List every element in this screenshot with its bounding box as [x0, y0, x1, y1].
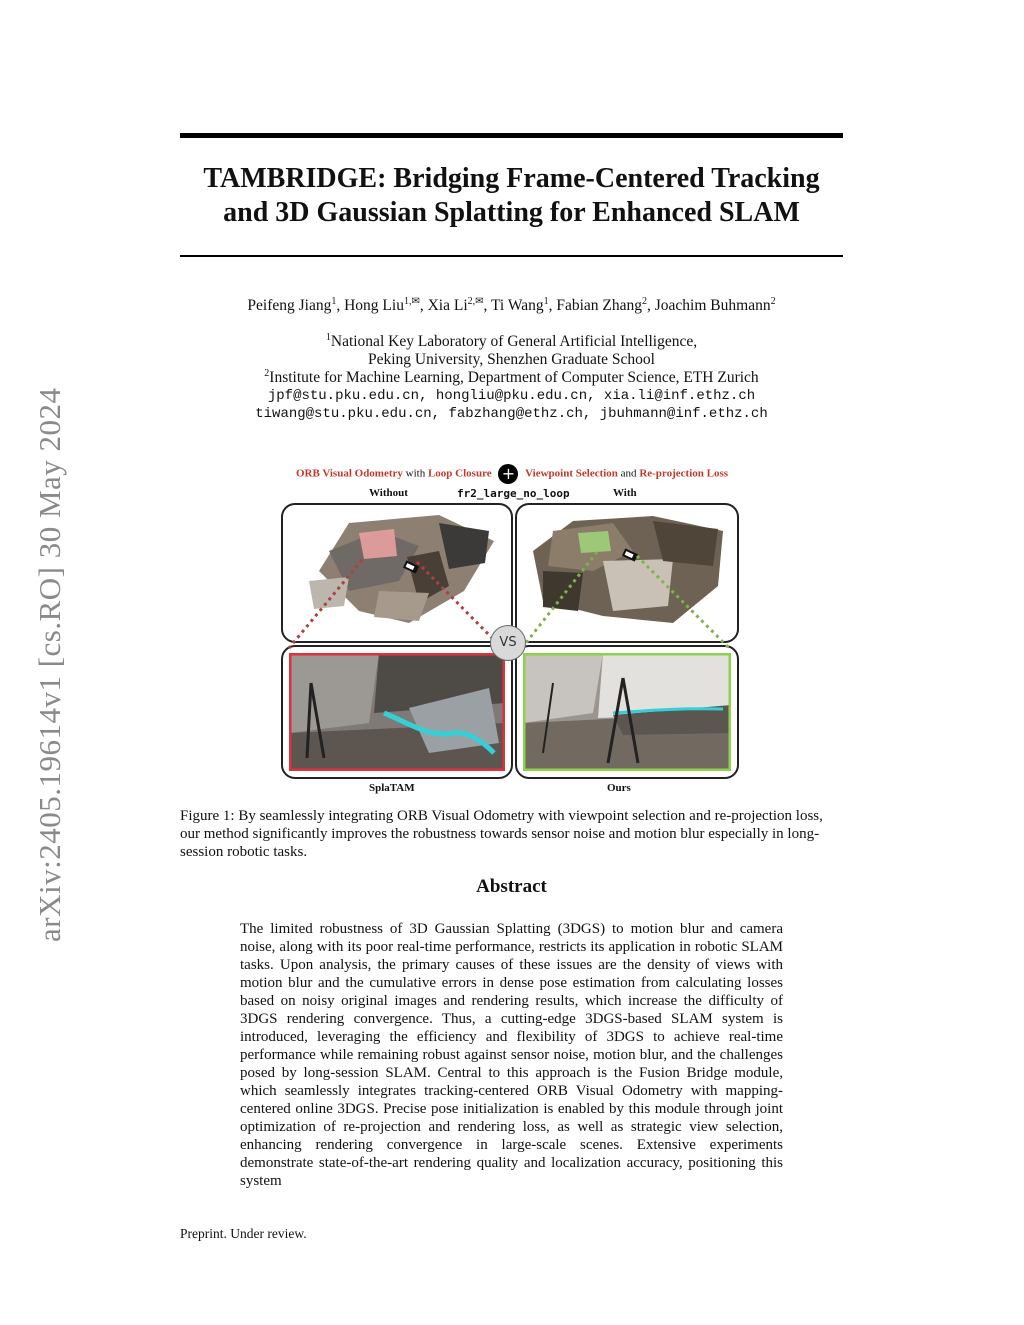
author-affiliation-mark: 1 — [543, 295, 549, 307]
paper-title — [180, 162, 843, 230]
affiliation-2: $^2$Institute for Machine Learning, Department of Computer Science, ETH Zurich — [264, 367, 759, 386]
preprint-note: Preprint. Under review. — [180, 1226, 307, 1241]
sequence-label: fr2_large_no_loop — [457, 487, 570, 500]
abstract-heading: Abstract — [476, 876, 547, 897]
figure-header: ORB Visual Odometry with Loop Closure + Viewpoint Selection and Re-projection Loss — [295, 464, 729, 483]
label-ours: Ours — [607, 782, 631, 794]
author-name: Joachim Buhmann — [654, 297, 771, 314]
author-name: Peifeng Jiang — [247, 297, 332, 314]
author-affiliation-mark: 2,✉ — [467, 295, 484, 307]
figure-1 — [277, 460, 747, 800]
author-list: Peifeng Jiang$^1$, Hong Liu$^{1,✉}$, Xia $Li^{2,✉}$, Ti Wang$^1$, Fabian Zhang$^2$, Joachim Buhmann$^2$ — [247, 295, 776, 314]
emails-line-2: tiwang@stu.pku.edu.cn, fabzhang@ethz.ch, jbuhmann@inf.ethz.ch — [255, 406, 768, 422]
title-line-1: TAMBRIDGE: Bridging Frame-Centered Tracking — [203, 163, 820, 194]
affiliations — [180, 333, 843, 423]
author-affiliation-mark: 1,✉ — [403, 295, 420, 307]
title-line-2: and 3D Gaussian Splatting for Enhanced SLAM — [223, 197, 800, 228]
label-with: With — [613, 487, 637, 499]
vs-badge: VS — [490, 625, 526, 661]
figure-caption: Figure 1: By seamlessly integrating ORB Visual Odometry with viewpoint selection and re-projection loss, our method significantly improves the robustness towards sensor noise and motion blur especially in long-session robotic tasks. — [180, 808, 823, 860]
author-affiliation-mark: 1 — [331, 295, 337, 307]
author-affiliation-mark: 2 — [770, 295, 776, 307]
title-top-rule — [180, 133, 843, 138]
abstract-body: The limited robustness of 3D Gaussian Splatting (3DGS) to motion blur and camera noise, along with its poor real-time performance, restricts its application in robotic SLAM tasks. Upon analysis, the primary causes of these issues are the density of views with motion blur and the cumulative errors in dense pose estimation from calculating losses based on noisy original images and rendering results, which increase the difficulty of 3DGS rendering convergence. Thus, a cutting-edge 3DGS-based SLAM system is introduced, leveraging the efficiency and flexibility of 3DGS to achieve real-time performance while remaining robust against sensor noise, motion blur, and the challenges posed by long-session SLAM. Central to this approach is the Fusion Bridge module, which seamlessly integrates tracking-centered ORB Visual Odometry with mapping-centered online 3DGS. Precise pose initialization is enabled by this module through joint optimization of re-projection and rendering loss, as well as strategic view selection, enhancing rendering convergence in large-scale scenes. Extensive experiments demonstrate state-of-the-art rendering quality and localization accuracy, positioning this system — [240, 921, 783, 1189]
author-name: Fabian Zhang — [556, 297, 643, 314]
affiliation-1: $^1$National Key Laboratory of General Artificial Intelligence, — [325, 331, 698, 350]
plus-icon: + — [498, 464, 518, 484]
title-bottom-rule — [180, 255, 843, 257]
label-without: Without — [369, 487, 408, 499]
emails-line-1: jpf@stu.pku.edu.cn, hongliu@pku.edu.cn, xia.li@inf.ethz.ch — [267, 388, 756, 404]
author-name: Hong Liu — [344, 297, 404, 314]
arxiv-identifier: arXiv:2405.19614v1 [cs.RO] 30 May 2024 — [32, 387, 67, 942]
affiliation-1-cont: Peking University, Shenzhen Graduate School — [368, 351, 655, 368]
author-affiliation-mark: 2 — [642, 295, 648, 307]
author-name: Xia Li — [427, 297, 468, 314]
label-splatam: SplaTAM — [369, 782, 415, 794]
author-name: Ti Wang — [491, 297, 544, 314]
